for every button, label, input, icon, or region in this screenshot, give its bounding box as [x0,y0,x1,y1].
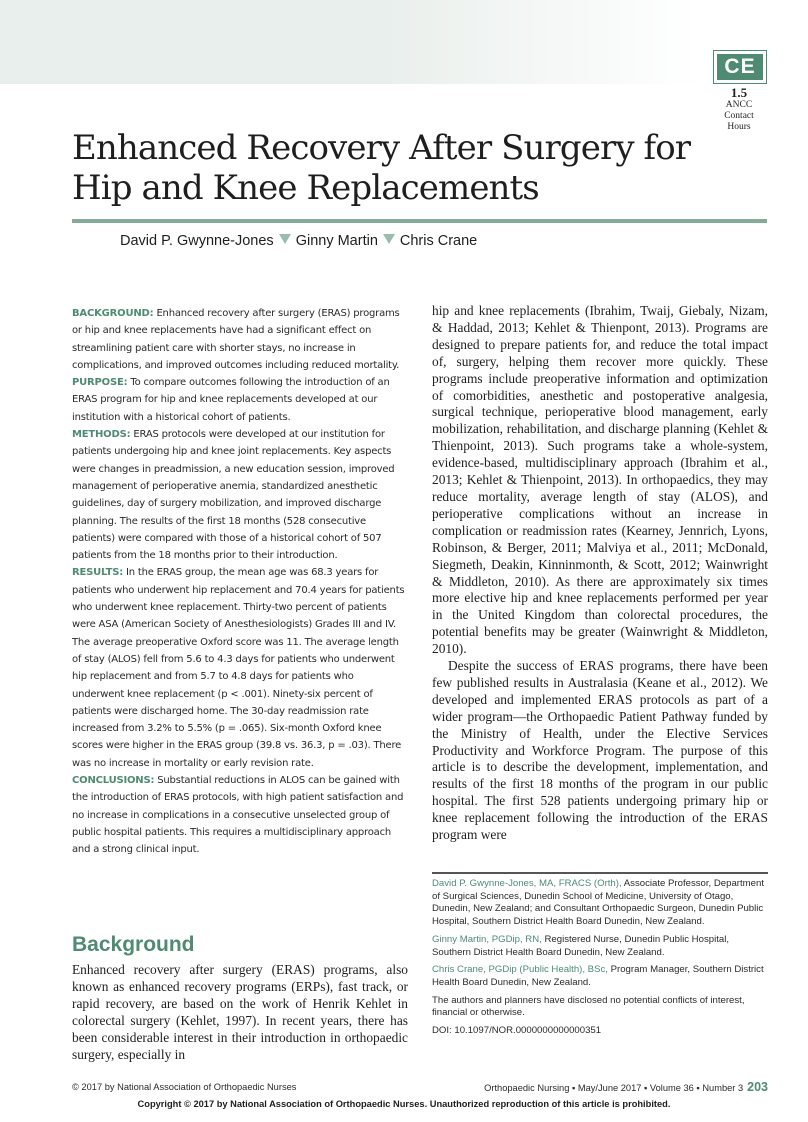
affiliations [432,878,768,1043]
page-number: 203 [747,1080,768,1094]
author-1: David P. Gwynne-Jones [120,233,274,249]
triangle-separator-icon [383,234,395,244]
affiliation-2 [432,934,768,959]
article-title [72,128,712,208]
abstract-methods-label: METHODS: [72,429,131,441]
ce-badge-label: CE [717,54,763,80]
ce-contact-hours [706,86,772,133]
disclosure: The authors and planners have disclosed no potential conflicts of interest, financial or otherwise. [432,994,745,1019]
footer-number: Number 3 [702,1083,744,1093]
affiliation-1-name: David P. Gwynne-Jones, MA, FRACS (Orth), [432,878,622,889]
ce-hours-number: 1.5 [730,85,748,100]
right-body-paragraph-1: hip and knee replacements (Ibrahim, Twaij, Giebaly, Nizam, & Haddad, 2013; Kehlet & Thienpont, 2013). Programs are designed to prepare patients for, and reduce the total impact of, surgery, helping them recover more quickly. These programs include preoperative information and optimization of comorbidities, anesthetic and postoperative analgesia, surgical technique, perioperative blood management, early mobilization, rehabilitation, and discharge planning (Kehlet & Thienpoint, 2013). Such programs take a whole-system, evidence-based, multidisciplinary approach (Ibrahim et al., 2013; Kehlet & Thienpoint, 2013). In orthopaedics, they may reduce mortality, average length of stay (ALOS), and perioperative complications without an increase in complication or readmission rates (Kearney, Jennrich, Lyons, Robinson, & Berger, 2011; Malviya et al., 2011; McDonald, Siegmeth, Deakin, Kinninmonth, & Scott, 2012; Wainwright & Middleton, 2010). As there are approximately six times more elective hip and knee replacements performed per year in the United Kingdom than colorectal procedures, the potential benefits may be greater (Wainwright & Middleton, 2010). [432,303,768,657]
author-3: Chris Crane [399,233,478,249]
footer-volume: Volume 36 [649,1083,694,1093]
abstract-conclusions-label: CONCLUSIONS: [72,775,155,787]
footer-copyright: © 2017 by National Association of Orthopaedic Nurses [72,1082,297,1092]
footer-journal: Orthopaedic Nursing [484,1083,570,1093]
ce-hours-line2: Contact [724,111,754,121]
abstract-results-label: RESULTS: [72,567,123,579]
section-heading-background: Background [72,933,195,956]
triangle-separator-icon [279,234,291,244]
affiliation-3-name: Chris Crane, PGDip (Public Health), BSc, [432,964,608,976]
left-body-text: Enhanced recovery after surgery (ERAS) programs, also known as enhanced recovery programs (ERPs), fast track, or rapid recovery, are based on the work of Henrik Kehlet in colorectal surgery (Kehlet, 1997). In recent years, there has been considerable interest in their introduction in orthopaedic surgery, especially in [72,962,408,1062]
abstract-methods-text: ERAS protocols were developed at our institution for patients undergoing hip and knee joint replacements. Key aspects were changes in preadmission, a new education session, improved management of perioperative anemia, standardized anesthetic guidelines, day of surgery mobilization, and improved discharge planning. The results of the first 18 months (528 consecutive patients) were compared with those of a historical cohort of 507 patients from the 18 months prior to their introduction. [72,429,395,562]
author-list [120,233,477,249]
abstract-purpose-label: PURPOSE: [72,377,128,389]
affiliation-1 [432,878,768,929]
abstract-conclusions-text: Substantial reductions in ALOS can be gained with the introduction of ERAS protocols, with high patient satisfaction and no increase in complications in a consecutive unselected group of public hospital patients. This requires a multidisciplinary approach and a strong clinical input. [72,775,404,856]
abstract-background-label: BACKGROUND: [72,308,154,319]
copyright-notice: Copyright © 2017 by National Association of Orthopaedic Nurses. Unauthorized reproduction of this article is prohibited. [137,1099,671,1109]
footer-issue: May/June 2017 [577,1083,642,1093]
affiliation-3 [432,964,768,989]
affiliation-2-text: Registered Nurse, Dunedin Public Hospital, Southern District Health Board Dunedin, New Zealand. [432,933,729,958]
abstract-results-text: In the ERAS group, the mean age was 68.3 years for patients who underwent hip replacement and 70.4 years for patients who underwent knee replacement. Thirty-two percent of patients were ASA (American Society of Anesthesiologists) Grades III and IV. The average preoperative Oxford score was 11. The average length of stay (ALOS) fell from 5.6 to 4.3 days for patients who underwent hip replacement and from 5.7 to 4.8 days for patients who underwent knee replacement (p < .001). Ninety-six percent of patients were discharged home. The 30-day readmission rate increased from 3.2% to 5.5% (p = .065). Six-month Oxford knee scores were higher in the ERAS group (39.8 vs. 36.3, p = .03). There was no increase in mortality or early revision rate. [72,567,405,769]
title-rule [72,219,767,223]
doi: DOI: 10.1097/NOR.0000000000000351 [432,1025,602,1037]
title-line-1: Enhanced Recovery After Surgery for [72,128,691,168]
affiliation-2-name: Ginny Martin, PGDip, RN, [432,933,542,945]
right-body-paragraph-2: Despite the success of ERAS programs, there have been few published results in Australasia (Keane et al., 2012). We developed and implemented ERAS protocols as part of a wider program—the Orthopaedic Patient Pathway funded by the Ministry of Health, under the Elective Services Productivity and Workforce Program. The purpose of this article is to describe the development, implementation, and results of the first 18 months of the program in our public hospital. The first 528 patients undergoing primary hip or knee replacement following the introduction of the ERAS program were [432,658,768,843]
ce-hours-line1: ANCC [725,100,753,110]
ce-badge [713,50,767,84]
ce-hours-line3: Hours [727,122,751,132]
right-column [432,303,768,844]
footer-journal-info: Orthopaedic Nursing ▪ May/June 2017 ▪ Volume 36 ▪ Number 3 203 [484,1080,768,1094]
abstract-purpose-text: To compare outcomes following the introduction of an ERAS program for hip and knee replacements developed at our institution with a historical cohort of patients. [72,377,390,423]
header-band [0,0,700,84]
abstract-background-text: Enhanced recovery after surgery (ERAS) programs or hip and knee replacements have had a significant effect on streamlining patient care with shorter stays, no increase in complications, and improved outcomes including reduced mortality. [72,308,400,371]
title-line-2: Hip and Knee Replacements [72,168,539,208]
affiliation-3-text: Program Manager, Southern District Health Board Dunedin, New Zealand. [432,964,764,988]
author-2: Ginny Martin [295,233,378,249]
affiliation-1-text: Associate Professor, Department of Surgical Sciences, Dunedin School of Medicine, University of Otago, Dunedin, New Zealand; and Consultant Orthopaedic Surgeon, Dunedin Public Hospital, Southern District Health Board Dunedin, New Zealand. [432,878,764,928]
affiliations-rule [432,872,768,874]
abstract [72,305,407,859]
